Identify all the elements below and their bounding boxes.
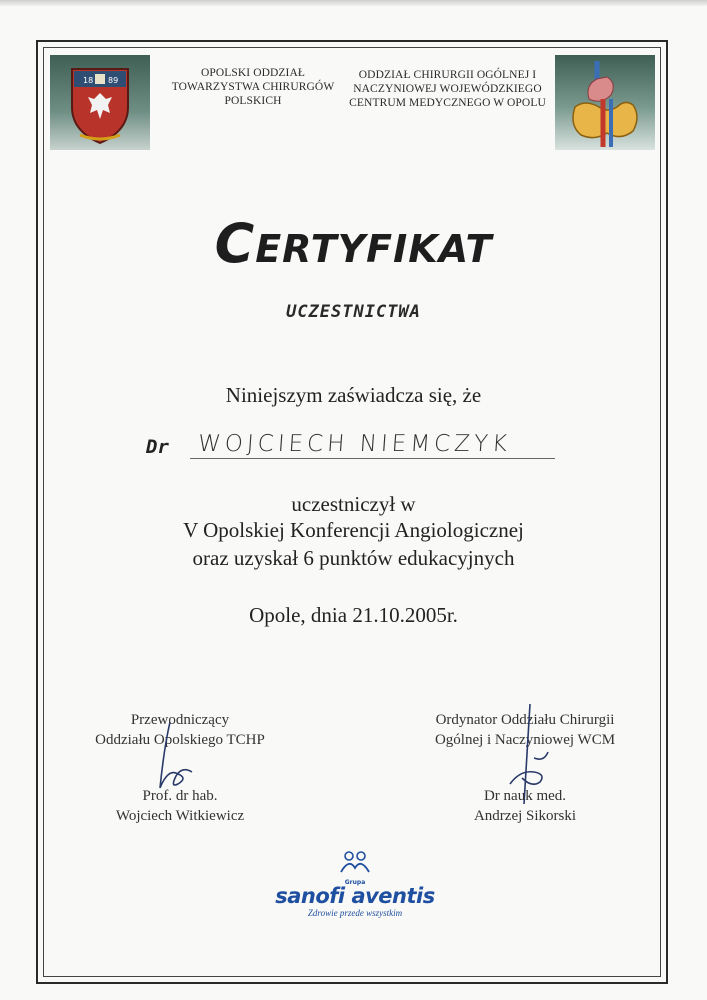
points-line: oraz uzyskał 6 punktów edukacyjnych [192,546,515,570]
left-signatory-title: Prof. dr hab. [142,788,218,804]
scan-edge [0,0,707,6]
anatomy-illustration-icon [555,55,655,150]
society-shield-icon [50,55,150,150]
certificate-title: Certyfikat [214,212,493,275]
sponsor-people-icon [335,850,375,874]
place-date: Opole, dnia 21.10.2005r. [249,603,458,627]
participation-line: uczestniczył w [291,492,416,516]
left-role-line1: Przewodniczący [130,712,230,728]
logo-year-right: 89 [108,76,119,85]
recipient-name: WOJCIECH NIEMCZYK [197,431,512,457]
surgery-department-logo [555,55,655,150]
left-signatory-name: Wojciech Witkiewicz [115,808,245,824]
right-role-line1: Ordynator Oddziału Chirurgii [435,712,615,728]
intro-text: Niniejszym zaświadcza się, że [225,383,482,407]
right-organization-header: ODDZIAŁ CHIRURGII OGÓLNEJ I NACZYNIOWEJ WOJEWÓDZKIEGO CENTRUM MEDYCZNEGO W OPOLU [349,69,546,109]
recipient-prefix: Dr [146,436,169,458]
sponsor-tagline: Zdrowie przede wszystkim [307,908,403,918]
right-signatory [395,786,655,826]
sponsor-logo [270,850,440,920]
society-emblem-logo [50,55,150,150]
right-role-line2: Ogólnej i Naczyniowej WCM [434,732,616,748]
sponsor-name: sanofi aventis [275,884,435,908]
name-underline [190,458,555,459]
left-signatory [55,786,305,826]
certificate-subtitle: UCZESTNICTWA [286,302,421,322]
left-role-line2: Oddziału Opolskiego TCHP [95,732,265,748]
conference-line: V Opolskiej Konferencji Angiologicznej [183,518,524,542]
logo-year-left: 18 [83,76,94,85]
right-signatory-name: Andrzej Sikorski [473,808,577,824]
sponsor-group-label: Grupa [344,879,366,886]
left-organization-header: OPOLSKI ODDZIAŁ TOWARZYSTWA CHIRURGÓW POLSKICH [171,67,335,107]
right-signatory-title: Dr nauk med. [483,788,567,804]
